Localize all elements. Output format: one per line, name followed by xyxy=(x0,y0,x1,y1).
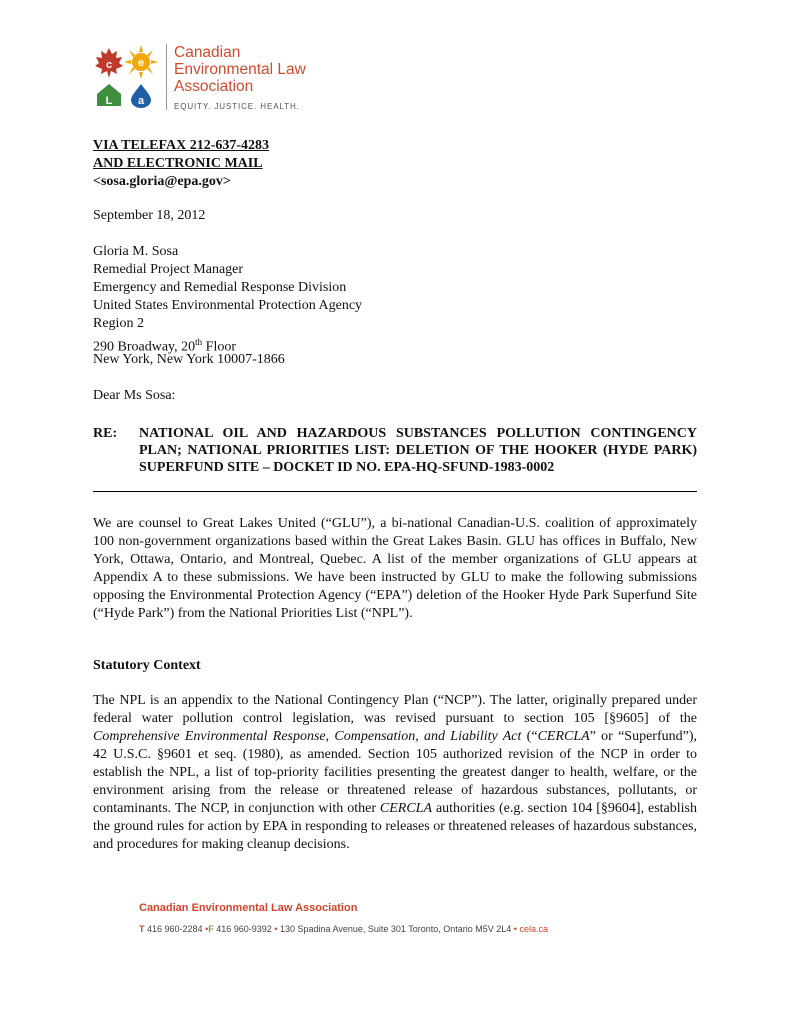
org-name-line-3: Association xyxy=(174,78,254,95)
body-paragraph-2 xyxy=(93,692,697,854)
organization-name xyxy=(174,44,394,95)
org-name-line-1: Canadian xyxy=(174,44,241,61)
street-floor: Floor xyxy=(202,339,236,355)
body-paragraph-1: We are counsel to Great Lakes United (“GLU”), a bi-national Canadian-U.S. coalition of approximately 100 non-government organizations based within the Great Lakes Basin. GLU has offices in Buffalo, New York, Ottawa, Ontario, and Montreal, Quebec. A list of the member organizations of GLU appears at Appendix A to these submissions. We have been instructed by GLU to make the following submissions opposing the Environmental Protection Agency (“EPA”) deletion of the Hooker Hyde Park Superfund Site (“Hyde Park”) from the National Priorities List (“NPL”). xyxy=(93,516,697,621)
svg-text:c: c xyxy=(105,59,113,71)
addressee-division: Emergency and Remedial Response Division xyxy=(93,280,347,295)
para2-part-a: The NPL is an appendix to the National Contingency Plan (“NCP”). The latter, originally prepared under federal water pollution control legislation, was revised pursuant to section 105 [§9605] of the xyxy=(93,693,697,726)
via-email-line: AND ELECTRONIC MAIL xyxy=(93,156,263,171)
house-icon xyxy=(97,84,121,107)
section-heading: Statutory Context xyxy=(93,658,201,673)
phone-label: T xyxy=(139,924,145,934)
phone-number: 416 960-2284 xyxy=(144,924,206,934)
separator: • xyxy=(513,924,520,934)
recipient-email: <sosa.gloria@epa.gov> xyxy=(93,174,231,189)
footer-org-name: Canadian Environmental Law Association xyxy=(139,902,358,914)
addressee-city: New York, New York 10007-1866 xyxy=(93,352,285,367)
para2-part-c: ” or “Superfund”), 42 U.S.C. §9601 et seq. (1980), as amended. Section 105 authorized revision of the NCP in order to establish the NPL, a list of top-priority facilities presenting the greatest danger to health, welfare, or the environment arising from the release or threatened release of hazardous substances, pollutants, or contaminants. The NCP, in conjunction with other xyxy=(93,729,697,816)
para2-part-d: authorities (e.g. section 104 [§9604], establish the ground rules for action by EPA in responding to releases or threatened releases of hazardous substances, and procedures for making cleanup decisions. xyxy=(93,801,697,852)
para2-part-b: (“ xyxy=(521,729,538,744)
letter-date: September 18, 2012 xyxy=(93,208,206,223)
svg-text:L: L xyxy=(105,95,113,107)
fax-label: F xyxy=(208,924,214,934)
svg-text:e: e xyxy=(137,57,145,69)
act-title: Comprehensive Environmental Response, Compensation, and Liability Act xyxy=(93,729,522,744)
cercla-abbrev-2: CERCLA xyxy=(379,801,433,816)
footer-contact xyxy=(139,924,548,934)
organization-tagline: EQUITY. JUSTICE. HEALTH. xyxy=(174,102,300,111)
re-label: RE: xyxy=(93,426,118,441)
maple-leaf-icon xyxy=(95,48,123,78)
fax-number: 416 960-9392 xyxy=(213,924,275,934)
street-number: 290 Broadway, 20 xyxy=(93,339,196,355)
logo-divider xyxy=(166,44,167,110)
street-address: 130 Spadina Avenue, Suite 301 Toronto, Ontario M5V 2L4 xyxy=(279,924,514,934)
separator: • xyxy=(274,924,280,934)
via-telefax-line: VIA TELEFAX 212-637-4283 xyxy=(93,138,270,153)
addressee-name: Gloria M. Sosa xyxy=(93,244,179,259)
website-link[interactable]: cela.ca xyxy=(519,924,548,934)
separator: • xyxy=(205,924,209,934)
addressee-region: Region 2 xyxy=(93,316,144,331)
floor-superscript: th xyxy=(195,337,203,347)
subject-rule xyxy=(93,491,697,492)
water-drop-icon xyxy=(131,84,151,108)
addressee-agency: United States Environmental Protection Agency xyxy=(93,298,363,313)
addressee-title: Remedial Project Manager xyxy=(93,262,244,277)
sun-icon xyxy=(124,45,158,79)
svg-text:a: a xyxy=(137,95,145,107)
cercla-abbrev: CERCLA xyxy=(537,729,590,744)
re-subject: NATIONAL OIL AND HAZARDOUS SUBSTANCES POLLUTION CONTINGENCY PLAN; NATIONAL PRIORITIES LIST: DELETION OF THE HOOKER (HYDE PARK) SUPERFUND SITE – DOCKET ID NO. EPA-HQ-SFUND-1983-0002 xyxy=(139,426,697,475)
org-name-line-2: Environmental Law xyxy=(174,61,306,78)
salutation: Dear Ms Sosa: xyxy=(93,388,176,403)
